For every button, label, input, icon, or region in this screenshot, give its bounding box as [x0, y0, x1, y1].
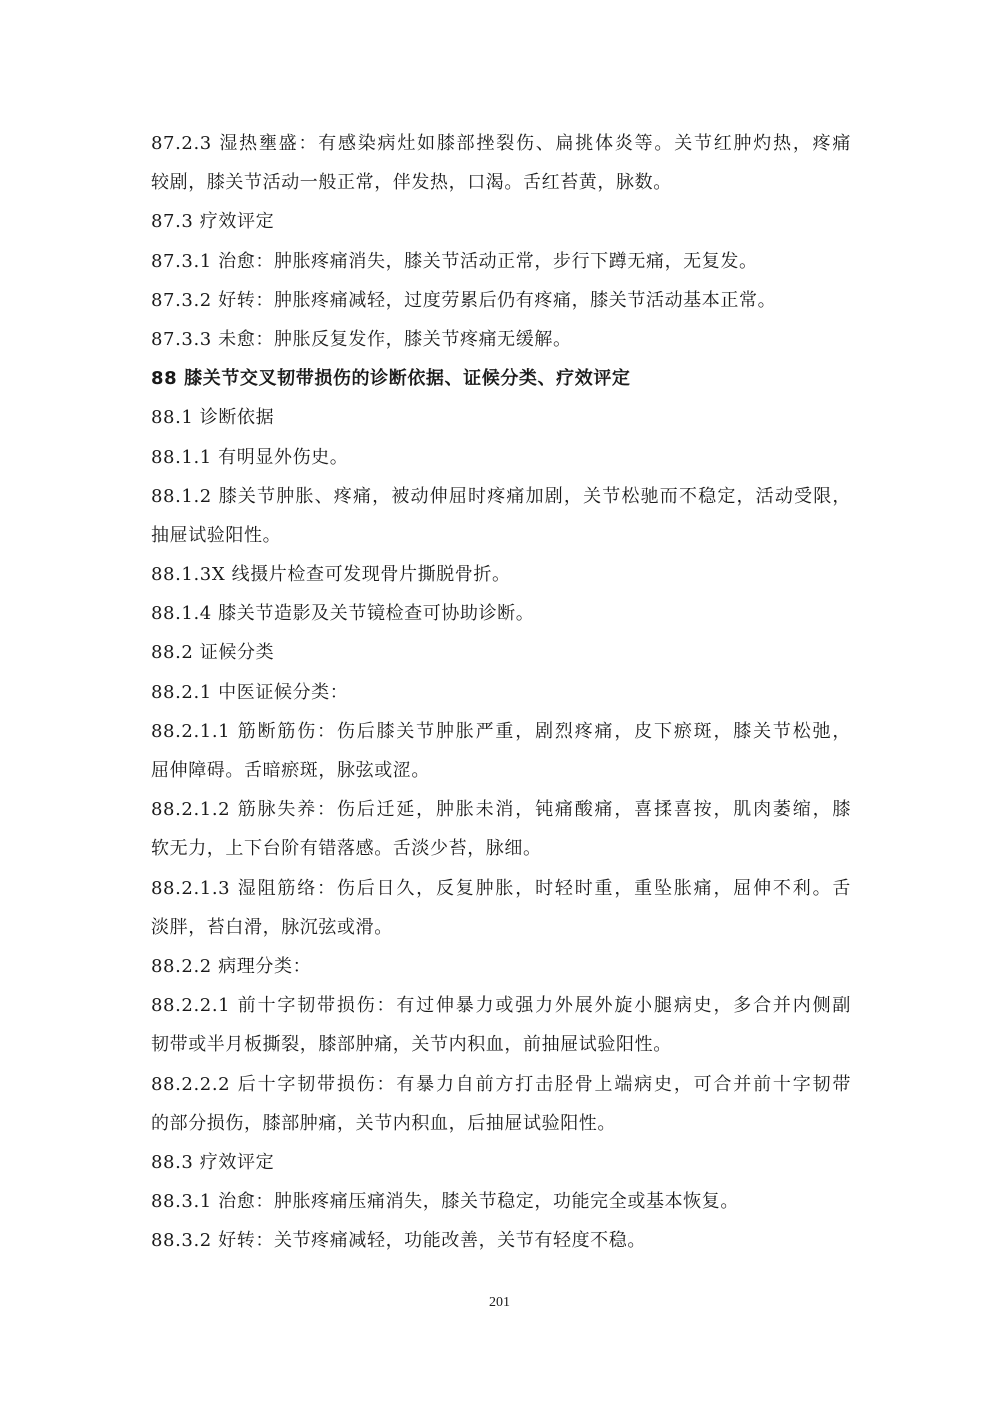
- text-line: 87.3.3 未愈：肿胀反复发作，膝关节疼痛无缓解。: [151, 328, 572, 350]
- text-line: 88.2.2.2 后十字韧带损伤：有暴力自前方打击胫骨上端病史，可合并前十字韧带: [151, 1073, 851, 1095]
- text-line: 88.1 诊断依据: [151, 407, 275, 429]
- text-line: 88.1.1 有明显外伤史。: [151, 446, 349, 468]
- text-line: 87.2.3 湿热壅盛：有感染病灶如膝部挫裂伤、扁挑体炎等。关节红肿灼热，疼痛: [151, 133, 851, 154]
- page-number: 201: [489, 1295, 510, 1310]
- text-line: 88.3 疗效评定: [151, 1151, 275, 1173]
- text-line: 软无力，上下台阶有错落感。舌淡少苔，脉细。: [151, 838, 542, 860]
- text-line: 88.2.1.1 筋断筋伤：伤后膝关节肿胀严重，剧烈疼痛，皮下瘀斑，膝关节松弛，: [151, 720, 851, 742]
- text-line: 88.2.2 病理分类：: [151, 955, 312, 977]
- text-line: 88.1.4 膝关节造影及关节镜检查可协助诊断。: [151, 603, 535, 625]
- text-line: 韧带或半月板撕裂，膝部肿痛，关节内积血，前抽屉试验阳性。: [151, 1034, 672, 1056]
- text-line: 抽屉试验阳性。: [151, 524, 282, 546]
- text-line: 淡胖，苔白滑，脉沉弦或滑。: [151, 916, 393, 938]
- text-line: 88.2.2.1 前十字韧带损伤：有过伸暴力或强力外展外旋小腿病史，多合并内侧副: [151, 995, 851, 1017]
- text-line: 88.2.1.3 湿阻筋络：伤后日久，反复肿胀，时轻时重，重坠胀痛，屈伸不利。舌: [151, 877, 851, 899]
- text-line: 88.2 证候分类: [151, 642, 275, 664]
- text-line: 88.3.2 好转：关节疼痛减轻，功能改善，关节有轻度不稳。: [151, 1230, 646, 1252]
- text-line: 87.3.1 治愈：肿胀疼痛消失，膝关节活动正常，步行下蹲无痛，无复发。: [151, 250, 758, 272]
- text-line: 87.3 疗效评定: [151, 211, 275, 233]
- text-line: 屈伸障碍。舌暗瘀斑，脉弦或涩。: [151, 760, 430, 781]
- text-line: 较剧，膝关节活动一般正常，伴发热，口渴。舌红苔黄，脉数。: [151, 172, 672, 194]
- text-line: 88.2.1.2 筋脉失养：伤后迁延，肿胀未消，钝痛酸痛，喜揉喜按，肌肉萎缩，膝: [151, 799, 851, 821]
- text-line: 87.3.2 好转：肿胀疼痛减轻，过度劳累后仍有疼痛，膝关节活动基本正常。: [151, 289, 777, 311]
- text-line: 88.1.3X 线摄片检查可发现骨片撕脱骨折。: [151, 564, 511, 586]
- text-line: 的部分损伤，膝部肿痛，关节内积血，后抽屉试验阳性。: [151, 1112, 616, 1134]
- text-line: 88.3.1 治愈：肿胀疼痛压痛消失，膝关节稳定，功能完全或基本恢复。: [151, 1191, 739, 1213]
- page-body: [151, 124, 851, 1260]
- section-heading: 88 膝关节交叉韧带损伤的诊断依据、证候分类、疗效评定: [151, 368, 631, 390]
- text-line: 88.1.2 膝关节肿胀、疼痛，被动伸屈时疼痛加剧，关节松驰而不稳定，活动受限，: [151, 485, 851, 507]
- text-line: 88.2.1 中医证候分类：: [151, 681, 349, 703]
